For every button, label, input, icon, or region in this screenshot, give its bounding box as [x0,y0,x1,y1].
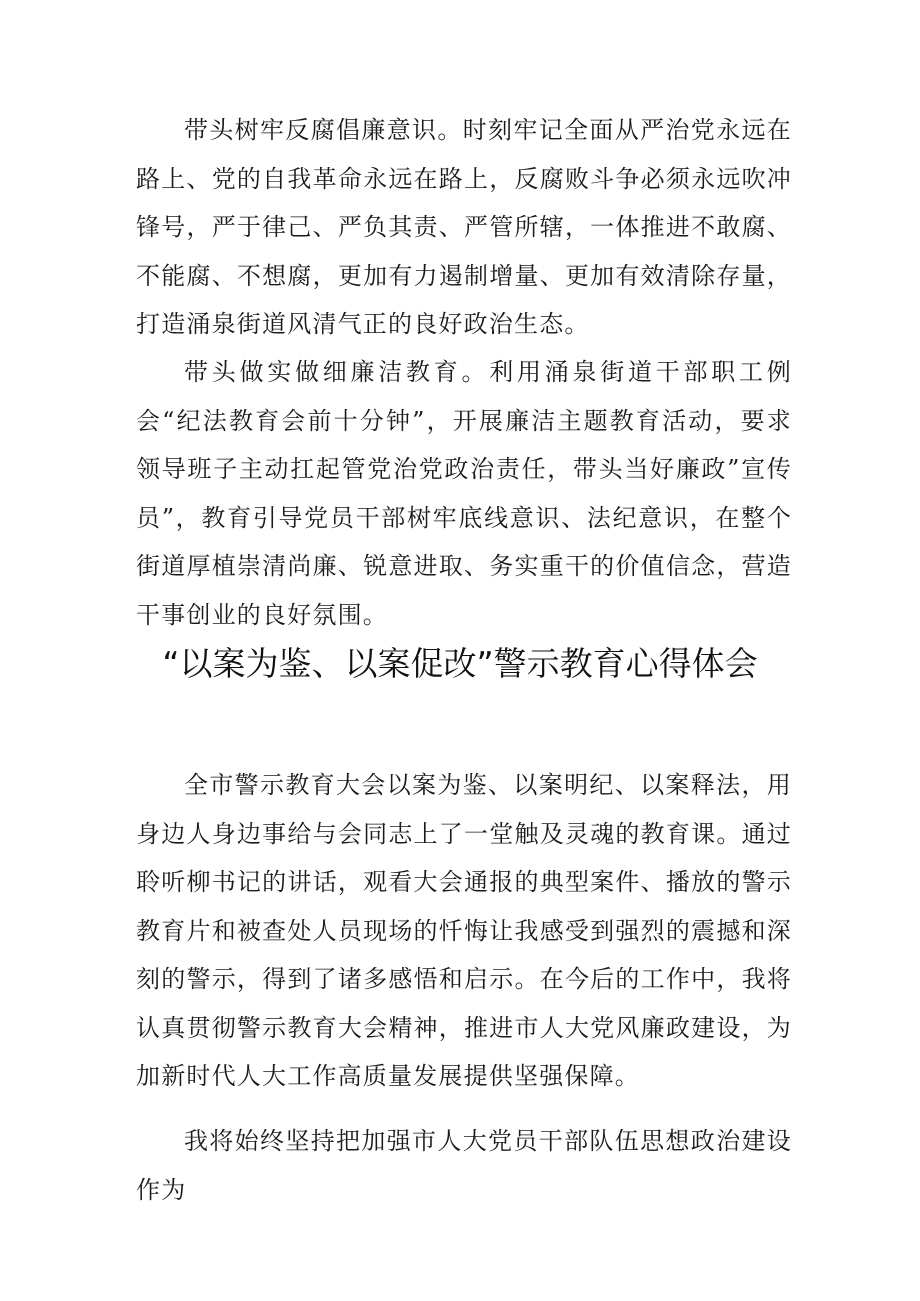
body-paragraph-continuation: 我将始终坚持把加强市人大党员干部队伍思想政治建设作为 [136,1127,792,1204]
body-paragraph-warning-conference: 全市警示教育大会以案为鉴、以案明纪、以案释法，用身边人身边事给与会同志上了一堂触及灵魂的教育课。通过聆听柳书记的讲话，观看大会通报的典型案件、播放的警示教育片和被查处人员现场的忏悔让我感受到强烈的震撼和深刻的警示，得到了诸多感悟和启示。在今后的工作中，我将认真贯彻警示教育大会精神，推进市人大党风廉政建设，为加新时代人大工作高质量发展提供坚强保障。 [136,771,792,1090]
body-paragraph-integrity-education: 带头做实做细廉洁教育。利用涌泉街道干部职工例会“纪法教育会前十分钟”，开展廉洁主题教育活动，要求领导班子主动扛起管党治党政治责任，带头当好廉政”宣传员”，教育引导党员干部树牢底线意识、法纪意识，在整个街道厚植崇清尚廉、锐意进取、务实重干的价值信念，营造干事创业的良好氛围。 [136,358,792,629]
section-heading: “以案为鉴、以案促改”警示教育心得体会 [162,644,758,683]
body-paragraph-anti-corruption-awareness: 带头树牢反腐倡廉意识。时刻牢记全面从严治党永远在路上、党的自我革命永远在路上，反腐败斗争必须永远吹冲锋号，严于律己、严负其责、严管所辖，一体推进不敢腐、不能腐、不想腐，更加有力遏制增量、更加有效清除存量，打造涌泉街道风清气正的良好政治生态。 [136,116,792,338]
